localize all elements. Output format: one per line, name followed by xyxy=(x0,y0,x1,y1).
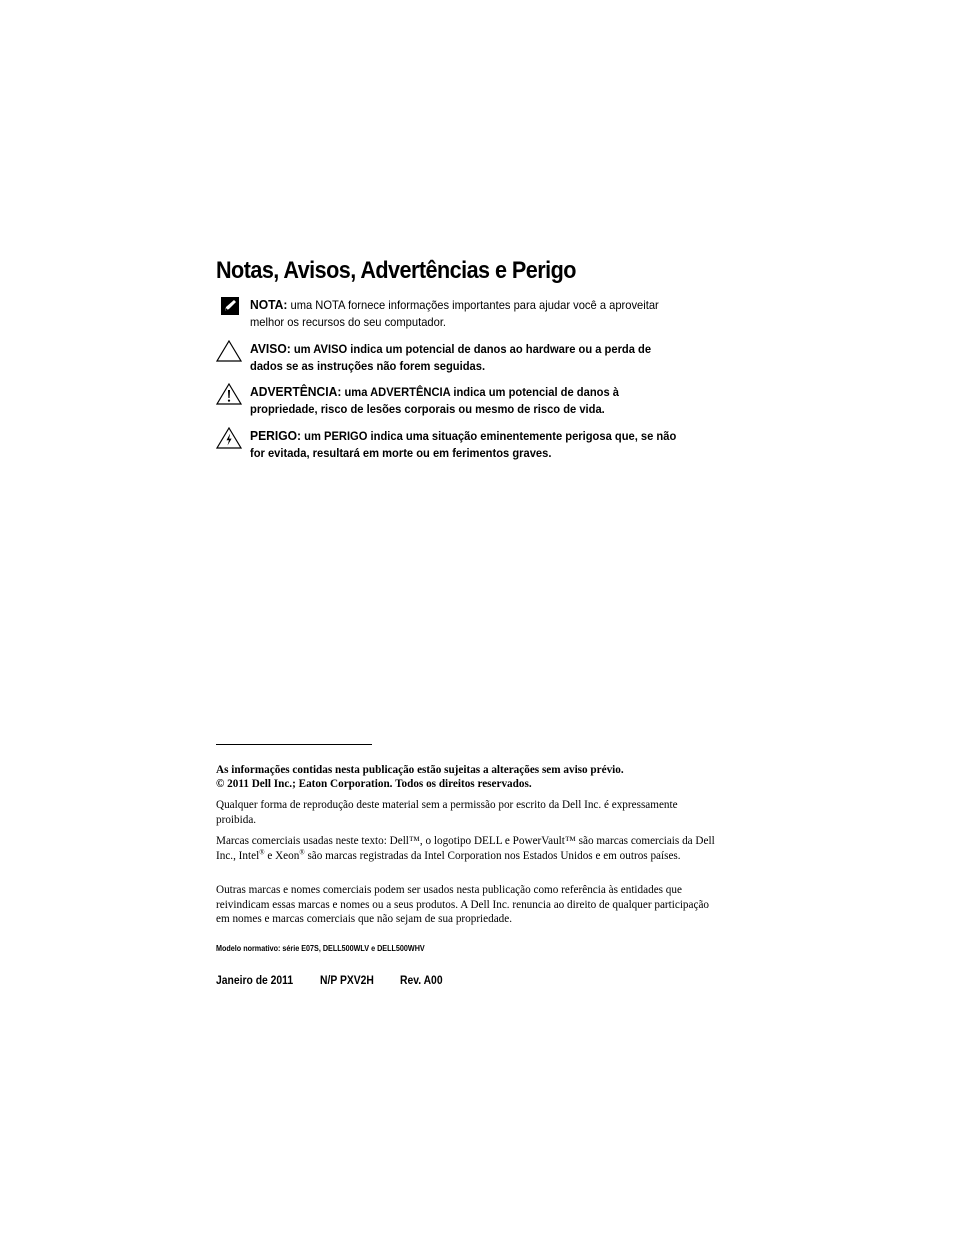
caution-label: AVISO: xyxy=(250,341,291,356)
warning-label: ADVERTÊNCIA: xyxy=(250,384,342,399)
trademarks-text-2: e Xeon xyxy=(264,849,300,862)
caution-text xyxy=(250,340,683,375)
warning-body: uma ADVERTÊNCIA indica um potencial de danos à propriedade, risco de lesões corporais ou mesmo de risco de vida. xyxy=(250,385,619,416)
other-marks-notice: Outras marcas e nomes comerciais podem ser usados nesta publicação como referência às entidades que reivindicam essas marcas e nomes ou a seus produtos. A Dell Inc. renuncia ao direito de qualquer participação em nomes e marcas comerciais que não sejam de sua propriedade. xyxy=(216,884,710,926)
subject-to-change-notice: As informações contidas nesta publicação estão sujeitas a alterações sem aviso prévio. xyxy=(216,764,624,776)
trademarks-notice xyxy=(216,834,716,863)
regulatory-model: Modelo normativo: série E07S, DELL500WLV e DELL500WHV xyxy=(216,944,425,953)
separator-rule xyxy=(216,744,372,745)
page-title: Notas, Avisos, Advertências e Perigo xyxy=(216,257,576,284)
trademarks-text-1: Marcas comerciais usadas neste texto: Dell™, o logotipo DELL e PowerVault™ são marcas comerciais da Dell Inc., Intel xyxy=(216,835,715,862)
publication-date: Janeiro de 2011 xyxy=(216,975,294,987)
revision: Rev. A00 xyxy=(400,975,443,987)
copyright-notice: © 2011 Dell Inc.; Eaton Corporation. Todos os direitos reservados. xyxy=(216,778,532,790)
registered-mark-1: ® xyxy=(259,847,265,856)
part-number: N/P PXV2H xyxy=(320,975,374,987)
reproduction-notice: Qualquer forma de reprodução deste material sem a permissão por escrito da Dell Inc. é expressamente proibida. xyxy=(216,799,678,826)
note-label: NOTA: xyxy=(250,297,288,312)
danger-body: um PERIGO indica uma situação eminentemente perigosa que, se não for evitada, resultará em morte ou em ferimentos graves. xyxy=(250,429,677,460)
caution-body: um AVISO indica um potencial de danos ao hardware ou a perda de dados se as instruções não forem seguidas. xyxy=(250,342,652,373)
trademarks-text-3: são marcas registradas da Intel Corporation nos Estados Unidos e em outros países. xyxy=(304,849,681,862)
note-body: uma NOTA fornece informações importantes para ajudar você a aproveitar melhor os recursos do seu computador. xyxy=(250,298,659,329)
note-pencil-icon xyxy=(216,296,242,320)
warning-text xyxy=(250,383,683,418)
registered-mark-2: ® xyxy=(299,847,305,856)
note-text xyxy=(250,296,683,331)
danger-text xyxy=(250,427,683,462)
danger-label: PERIGO: xyxy=(250,428,302,443)
warning-exclamation-icon xyxy=(216,383,242,407)
caution-triangle-icon xyxy=(216,340,242,364)
danger-lightning-icon xyxy=(216,427,242,451)
